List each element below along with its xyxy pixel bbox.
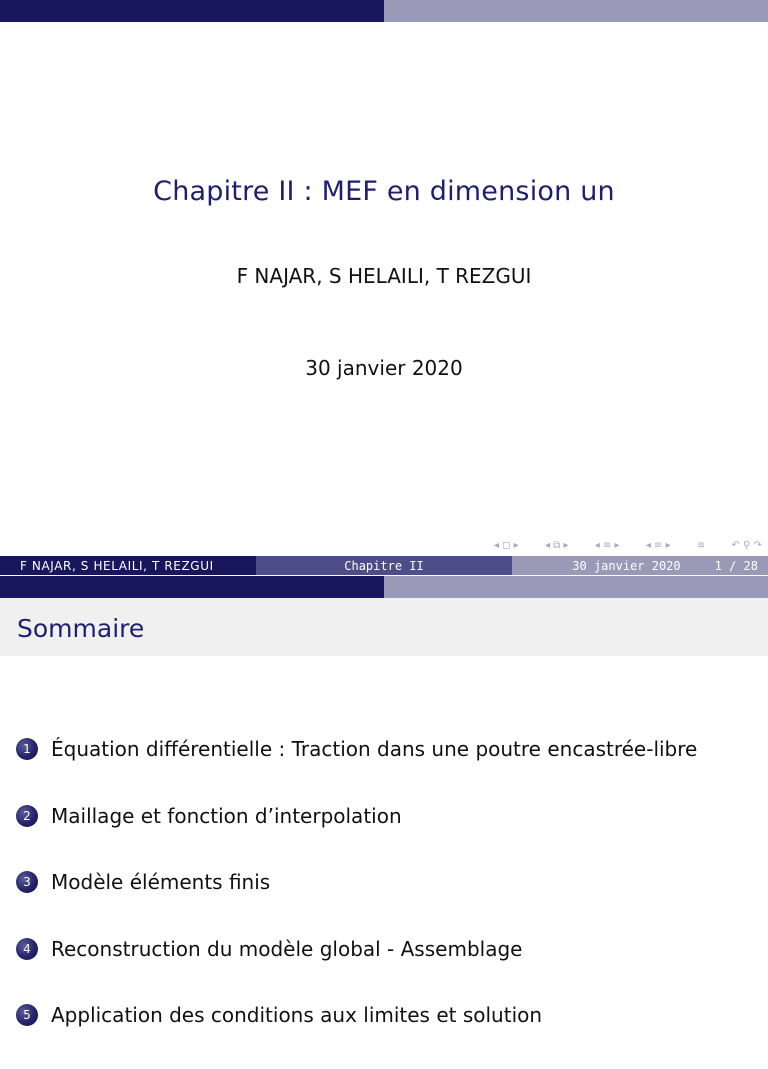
toc-item[interactable]: [16, 736, 697, 762]
slide2-header-bar-left: [0, 576, 384, 598]
numbered-bullet-icon: 4: [16, 938, 38, 960]
toc-item[interactable]: [16, 1002, 697, 1028]
slide-date: 30 janvier 2020: [305, 356, 463, 380]
slide-title: Chapitre II : MEF en dimension un: [153, 176, 615, 207]
toc-item[interactable]: [16, 936, 697, 962]
footer-short-title: Chapitre II: [256, 556, 512, 575]
search-back-forward-icon[interactable]: ↶ ⚲ ↷: [731, 539, 762, 551]
slide1-header-bar-left: [0, 0, 384, 22]
slide1-header-bar-right: [384, 0, 768, 22]
slide2-header-bar-right: [384, 576, 768, 598]
footer-page-number: 1 / 28: [714, 558, 758, 573]
appendix-nav-icon[interactable]: ≡: [696, 539, 706, 551]
toc-item-label: Équation différentielle : Traction dans une poutre encastrée-libre: [51, 737, 698, 761]
toc-item-label: Maillage et fonction d’interpolation: [51, 803, 402, 828]
frame-title-bar: [0, 598, 768, 656]
numbered-bullet-icon: 5: [16, 1004, 38, 1026]
slide-footer: [0, 556, 768, 575]
numbered-bullet-icon: 1: [16, 738, 38, 760]
frame-nav-icon[interactable]: ◂ ◻ ▸: [494, 539, 519, 551]
footer-date: 30 janvier 2020: [572, 558, 681, 573]
slide-authors: F NAJAR, S HELAILI, T REZGUI: [236, 264, 532, 288]
navigation-symbols: [494, 538, 762, 552]
numbered-bullet-icon: 3: [16, 871, 38, 893]
document-nav-icon[interactable]: ◂ ≡ ▸: [645, 539, 671, 551]
section-nav-icon[interactable]: ◂ ≡ ▸: [594, 539, 620, 551]
toc-item[interactable]: [16, 869, 697, 895]
toc-item-label: Application des conditions aux limites et solution: [51, 1003, 543, 1027]
numbered-bullet-icon: 2: [16, 805, 38, 827]
footer-authors: F NAJAR, S HELAILI, T REZGUI: [0, 556, 256, 575]
toc-item[interactable]: [16, 803, 697, 829]
frame-title: Sommaire: [17, 614, 145, 643]
table-of-contents: [16, 736, 697, 1069]
subsection-nav-icon[interactable]: ◂ ⧉ ▸: [544, 539, 569, 551]
footer-right: [512, 556, 768, 575]
toc-item-label: Reconstruction du modèle global - Assemblage: [51, 936, 523, 961]
toc-item-label: Modèle éléments finis: [51, 870, 271, 894]
